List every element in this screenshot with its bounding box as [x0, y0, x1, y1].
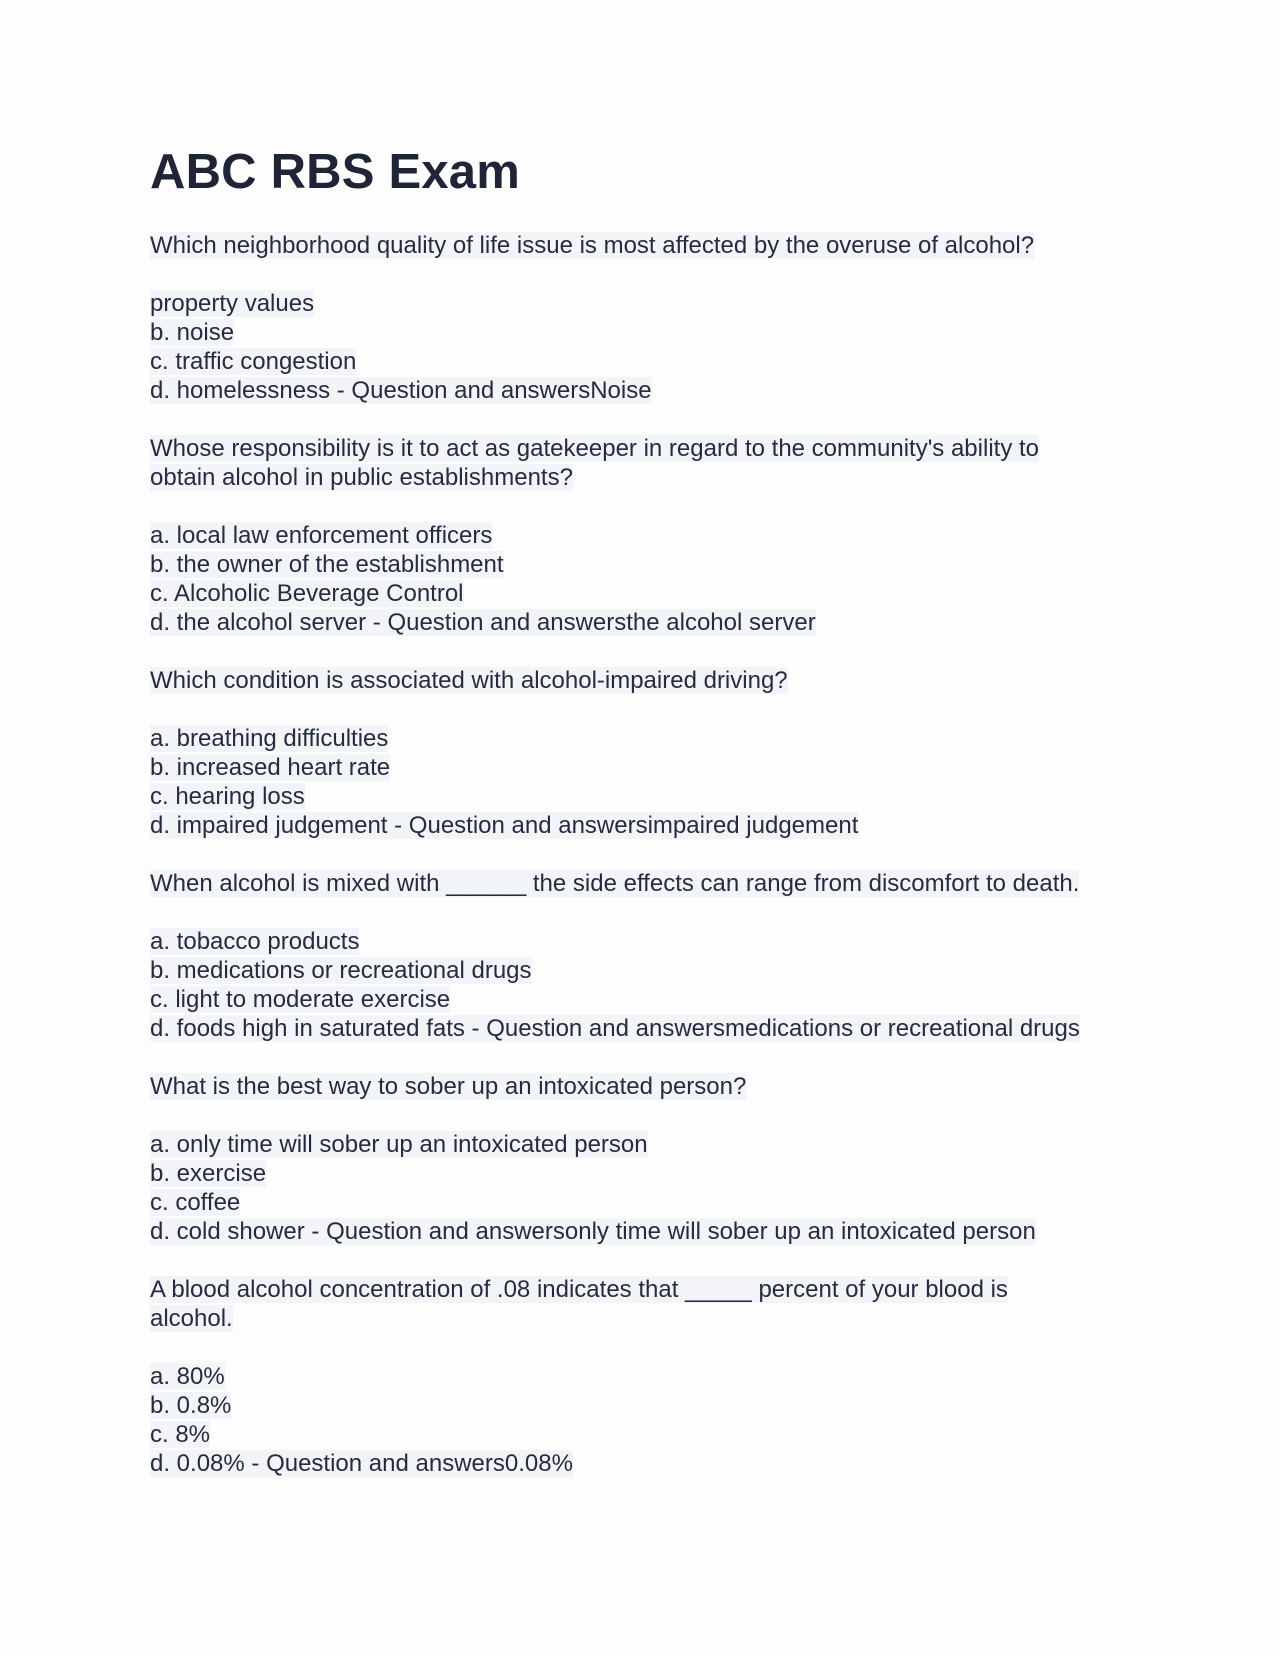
answer-options: [150, 927, 1130, 1043]
qa-item: [150, 434, 1130, 637]
question-line: alcohol.: [150, 1305, 233, 1332]
answer-option: d. the alcohol server - Question and answersthe alcohol server: [150, 609, 816, 636]
answer-option: c. 8%: [150, 1421, 211, 1448]
answer-option: d. cold shower - Question and answersonly time will sober up an intoxicated person: [150, 1218, 1036, 1245]
answer-option: a. breathing difficulties: [150, 725, 389, 752]
document-title: ABC RBS Exam: [150, 145, 520, 199]
answer-option: b. exercise: [150, 1160, 267, 1187]
answer-option: b. 0.8%: [150, 1392, 232, 1419]
answer-options: [150, 1130, 1130, 1246]
answer-option: a. local law enforcement officers: [150, 522, 493, 549]
answer-options: [150, 289, 1130, 405]
qa-item: [150, 869, 1130, 1043]
question: [150, 869, 1130, 898]
question-line: Whose responsibility is it to act as gatekeeper in regard to the community's ability to: [150, 435, 1039, 462]
answer-option: c. hearing loss: [150, 783, 305, 810]
answer-options: [150, 724, 1130, 840]
question-line: Which neighborhood quality of life issue is most affected by the overuse of alcohol?: [150, 232, 1035, 259]
answer-option: c. Alcoholic Beverage Control: [150, 580, 464, 607]
answer-option: d. foods high in saturated fats - Question and answersmedications or recreational drugs: [150, 1015, 1080, 1042]
qa-item: [150, 231, 1130, 405]
question: [150, 1275, 1130, 1333]
qa-item: [150, 1072, 1130, 1246]
question-line: Which condition is associated with alcohol-impaired driving?: [150, 667, 788, 694]
question: [150, 1072, 1130, 1101]
answer-option: d. 0.08% - Question and answers0.08%: [150, 1450, 573, 1477]
answer-options: [150, 1362, 1130, 1478]
answer-option: property values: [150, 290, 315, 317]
question-line: What is the best way to sober up an intoxicated person?: [150, 1073, 747, 1100]
document-page: [150, 145, 1130, 1507]
question: [150, 434, 1130, 492]
answer-option: c. light to moderate exercise: [150, 986, 451, 1013]
question-line: obtain alcohol in public establishments?: [150, 464, 573, 491]
answer-option: b. the owner of the establishment: [150, 551, 504, 578]
answer-option: b. increased heart rate: [150, 754, 391, 781]
answer-option: a. tobacco products: [150, 928, 360, 955]
question-line: When alcohol is mixed with ______ the side effects can range from discomfort to death.: [150, 870, 1080, 897]
answer-option: b. medications or recreational drugs: [150, 957, 532, 984]
question: [150, 666, 1130, 695]
answer-options: [150, 521, 1130, 637]
question-line: A blood alcohol concentration of .08 indicates that _____ percent of your blood is: [150, 1276, 1008, 1303]
answer-option: c. coffee: [150, 1189, 241, 1216]
answer-option: b. noise: [150, 319, 235, 346]
answer-option: d. homelessness - Question and answersNoise: [150, 377, 652, 404]
qa-item: [150, 1275, 1130, 1478]
answer-option: c. traffic congestion: [150, 348, 357, 375]
answer-option: a. 80%: [150, 1363, 225, 1390]
answer-option: a. only time will sober up an intoxicated person: [150, 1131, 648, 1158]
qa-item: [150, 666, 1130, 840]
question: [150, 231, 1130, 260]
answer-option: d. impaired judgement - Question and answersimpaired judgement: [150, 812, 859, 839]
